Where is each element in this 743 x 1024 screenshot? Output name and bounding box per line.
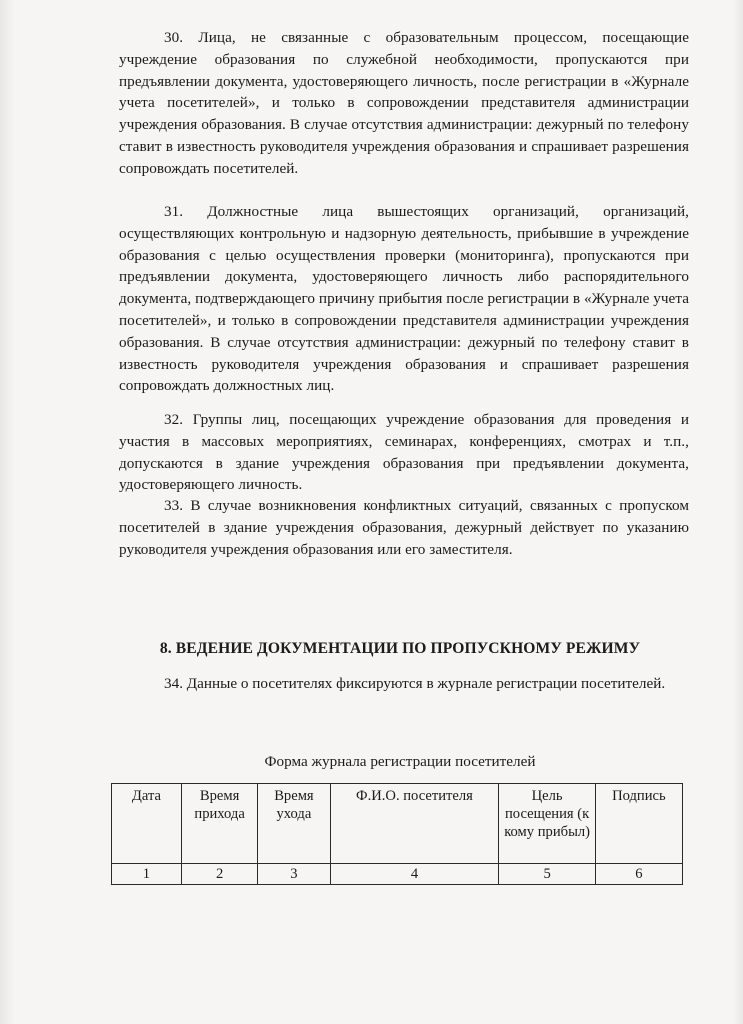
column-number-3: 3 — [258, 864, 330, 885]
column-number-4: 4 — [330, 864, 499, 885]
table-header-row — [112, 784, 683, 864]
header-signature: Подпись — [595, 784, 682, 864]
column-number-5: 5 — [499, 864, 595, 885]
header-visitor-name: Ф.И.О. посетителя — [330, 784, 499, 864]
paragraph-31: 31. Должностные лица вышестоящих организаций, организаций, осуществляющих контрольную и надзорную деятельность, прибывшие в учреждение образования с целью осуществления проверки (мониторинга), пропускаются при предъявлении документа, удостоверяющего личность либо распорядительного документа, подтверждающего причину прибытия после регистрации в «Журнале учета посетителей», и только в сопровождении представителя администрации учреждения образования. В случае отсутствия администрации: дежурный по телефону ставит в известность руководителя учреждения образования и спрашивает разрешения сопровождать должностных лиц. — [119, 203, 689, 395]
header-departure-time: Время ухода — [258, 784, 330, 864]
table-caption: Форма журнала регистрации посетителей — [264, 753, 536, 770]
column-number-2: 2 — [181, 864, 257, 885]
paragraph-30: 30. Лица, не связанные с образовательным процессом, посещающие учреждение образования по служебной необходимости, пропускаются при предъявлении документа, удостоверяющего личность, после регистрации в «Журнале учета посетителей», и только в сопровождении представителя администрации учреждения образования. В случае отсутствия администрации: дежурный по телефону ставит в известность руководителя учреждения образования и спрашивает разрешения сопровождать посетителей. — [119, 29, 689, 177]
visitor-journal-table — [111, 783, 683, 885]
section-heading: 8. ВЕДЕНИЕ ДОКУМЕНТАЦИИ ПО ПРОПУСКНОМУ РЕЖИМУ — [159, 640, 641, 657]
column-number-1: 1 — [112, 864, 182, 885]
paragraph-34: 34. Данные о посетителях фиксируются в журнале регистрации посетителей. — [164, 675, 666, 692]
header-visit-purpose: Цель посещения (к кому прибыл) — [499, 784, 595, 864]
header-arrival-time: Время прихода — [181, 784, 257, 864]
paragraph-33: 33. В случае возникновения конфликтных ситуаций, связанных с пропуском посетителей в здание учреждения образования, дежурный действует по указанию руководителя учреждения образования или его заместителя. — [119, 497, 689, 558]
paragraph-32: 32. Группы лиц, посещающих учреждение образования для проведения и участия в массовых мероприятиях, семинарах, конференциях, смотрах и т.п., допускаются в здание учреждения образования при предъявлении документа, удостоверяющего личность. — [119, 411, 689, 494]
scan-edge-shadow-left — [0, 0, 14, 1024]
column-number-6: 6 — [595, 864, 682, 885]
header-date: Дата — [112, 784, 182, 864]
scan-edge-shadow-right — [733, 0, 743, 1024]
table-number-row — [112, 864, 683, 885]
